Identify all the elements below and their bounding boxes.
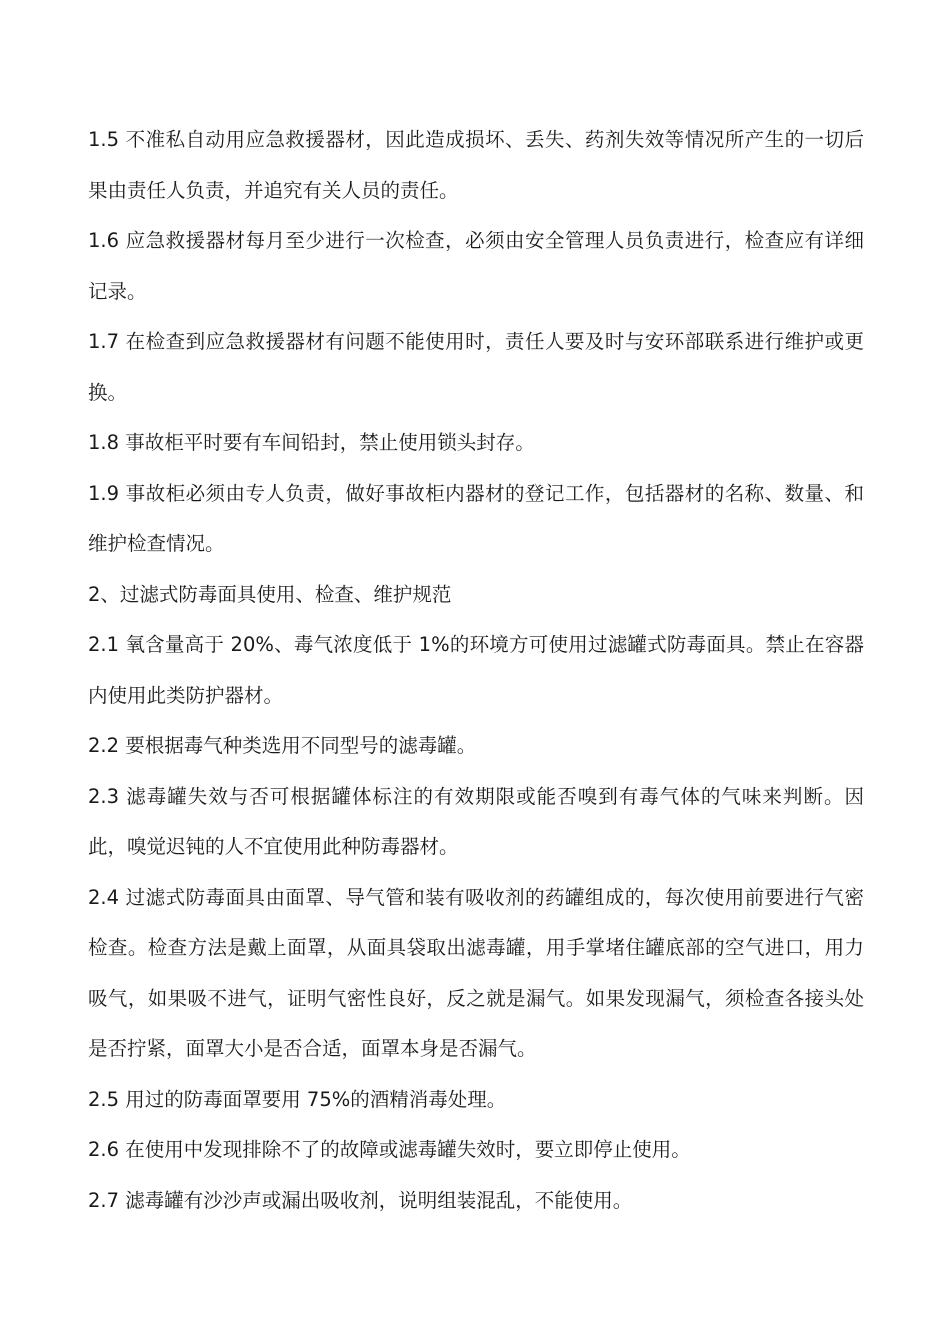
paragraph-2-2: 2.2 要根据毒气种类选用不同型号的滤毒罐。 — [88, 734, 477, 757]
paragraph-2-6: 2.6 在使用中发现排除不了的故障或滤毒罐失效时，要立即停止使用。 — [88, 1138, 691, 1161]
paragraph-2-4: 2.4 过滤式防毒面具由面罩、导气管和装有吸收剂的药罐组成的，每次使用前要进行气密检查。检查方法是戴上面罩，从面具袋取出滤毒罐，用手掌堵住罐底部的空气进口，用力吸气，如果吸不进气，证明气密性良好，反之就是漏气。如果发现漏气，须检查各接头处是否拧紧，面罩大小是否合适，面罩本身是否漏气。 — [88, 885, 864, 1060]
paragraph-1-8: 1.8 事故柜平时要有车间铅封，禁止使用锁头封存。 — [88, 431, 535, 454]
paragraph-2-5: 2.5 用过的防毒面罩要用 75%的酒精消毒处理。 — [88, 1087, 507, 1111]
paragraph-1-7: 1.7 在检查到应急救援器材有问题不能使用时，责任人要及时与安环部联系进行维护或更换。 — [88, 330, 864, 404]
paragraph-2-3: 2.3 滤毒罐失效与否可根据罐体标注的有效期限或能否嗅到有毒气体的气味来判断。因此，嗅觉迟钝的人不宜使用此种防毒器材。 — [88, 784, 864, 858]
paragraph-1-6: 1.6 应急救援器材每月至少进行一次检查，必须由安全管理人员负责进行，检查应有详细记录。 — [88, 229, 864, 303]
paragraph-2-1: 2.1 氧含量高于 20%、毒气浓度低于 1%的环境方可使用过滤罐式防毒面具。禁止在容器内使用此类防护器材。 — [88, 633, 864, 707]
paragraph-1-9: 1.9 事故柜必须由专人负责，做好事故柜内器材的登记工作，包括器材的名称、数量、和维护检查情况。 — [88, 481, 864, 555]
section-heading-2: 2、过滤式防毒面具使用、检查、维护规范 — [88, 582, 452, 606]
paragraph-2-7: 2.7 滤毒罐有沙沙声或漏出吸收剂，说明组装混乱，不能使用。 — [88, 1188, 633, 1212]
document-body — [88, 115, 864, 1226]
paragraph-1-5: 1.5 不准私自动用应急救援器材，因此造成损坏、丢失、药剂失效等情况所产生的一切后果由责任人负责，并追究有关人员的责任。 — [88, 128, 864, 202]
